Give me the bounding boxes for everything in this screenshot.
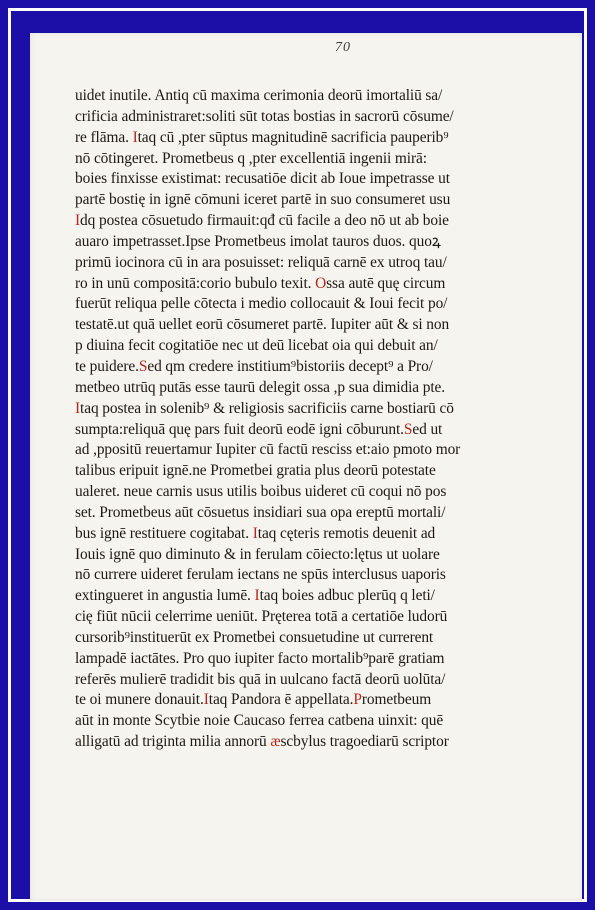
rubricated-initial: O	[315, 274, 327, 292]
text-line: uidet inutile. Antiq cū maxima cerimonia deorū imortaliū sa/	[75, 87, 443, 104]
text-line: Iouis ignē quo diminuto & in ferulam cōiecto:lętus ut uolare	[75, 545, 440, 563]
rubricated-initial: æ	[270, 733, 281, 751]
text-line: set. Prometbeus aūt cōsuetus insidiari sua opa ereptū mortali/	[75, 503, 446, 521]
text-line: Itaq postea in solenib⁹ & religiosis sacrificiis carne bostiarū cō	[75, 399, 454, 417]
text-line: ualeret. neue carnis usus utilis boibus uideret cū coqui nō pos	[75, 483, 447, 501]
text-line: p diuina fecit cogitatiōe nec ut deū licebat oia qui debuit an/	[75, 337, 438, 355]
text-line: lampadē iactātes. Pro quo iupiter facto mortalib⁹parē gratiam	[75, 649, 445, 667]
folio-number: 70	[335, 40, 351, 55]
text-line: nō cōtingeret. Prometbeus q ,pter excellentiā ingenii mirā:	[75, 149, 427, 167]
text-line: primū iocinora cū in ara posuisset: reliquā carnē ex utroq tau/	[75, 253, 447, 271]
text-line: te puidere.Sed qm credere institium⁹bistoriis decept⁹ a Pro/	[75, 357, 433, 375]
text-line: testatē.ut quā uellet eorū cōsumeret partē. Iupiter aūt & si non	[75, 316, 450, 334]
text-line: alligatū ad triginta milia annorū æscbylus tragoediarū scriptor	[75, 733, 449, 751]
rubricated-initial: S	[138, 357, 148, 375]
text-line: Idq postea cōsuetudo firmauit:qđ cū facile a deo nō ut ab boie	[75, 212, 449, 230]
text-line: auaro impetrasset.Ipse Prometbeus imolat tauros duos. quoꝝ	[75, 232, 441, 250]
text-line: talibus eripuit ignē.ne Prometbei gratia plus deorū potestate	[75, 462, 436, 480]
text-line: sumpta:reliquā quę pars fuit deorū eodē igni cōburunt.Sed ut	[75, 420, 443, 438]
text-line: ad ,ppositū reuertamur Iupiter cū factū resciss et:aio pmoto mor	[75, 441, 461, 459]
manuscript-page	[30, 33, 582, 901]
text-line: boies finxisse existimat: recusatiōe dicit ab Ioue impetrasse ut	[75, 170, 450, 188]
text-line: partē bostię in ignē cōmuni iceret partē in suo consumeret usu	[75, 191, 451, 209]
rubricated-initial: I	[75, 212, 81, 230]
rubricated-initial: I	[203, 691, 209, 709]
rubricated-initial: P	[353, 691, 362, 709]
text-block	[75, 86, 572, 753]
text-line: nō currere uideret ferulam iectans ne spūs interclusus uaporis	[75, 566, 446, 584]
text-line: referēs mulierē tradidit bis quā in uulcano factā deorū uolūta/	[75, 670, 446, 688]
text-line: ro in unū compositā:corio bubulo texit. Ossa autē quę circum	[75, 274, 446, 292]
text-line: extingueret in angustia lumē. Itaq boies adbuc plerūq q leti/	[75, 587, 435, 605]
rubricated-initial: I	[254, 587, 260, 605]
text-line: crificia administraret:soliti sūt totas bostias in sacrorū cōsume/	[75, 107, 454, 125]
text-line: te oi munere donauit.Itaq Pandora ē appellata.Prometbeum	[75, 691, 432, 709]
rubricated-initial: I	[252, 524, 258, 542]
text-line: aūt in monte Scytbie noie Caucaso ferrea catbena uinxit: quē	[75, 712, 444, 730]
rubricated-initial: I	[132, 128, 138, 146]
text-line: cursorib⁹instituerūt ex Prometbei consuetudine ut currerent	[75, 628, 434, 646]
text-line: cię fiūt nūcii celerrime ueniūt. Pręterea totā a certatiōe ludorū	[75, 608, 448, 626]
text-line: metbeo utrūq putās esse taurū delegit ossa ,p sua dimidia pte.	[75, 378, 446, 396]
text-line: re flāma. Itaq cū ,pter sūptus magnitudinē sacrificia pauperib⁹	[75, 128, 449, 146]
page-frame	[8, 8, 587, 902]
rubricated-initial: S	[403, 420, 413, 438]
rubricated-initial: I	[75, 399, 81, 417]
text-line: bus ignē restituere cogitabat. Itaq cęteris remotis deuenit ad	[75, 524, 436, 542]
text-line: fuerūt reliqua pelle cōtecta i medio collocauit & Ioui fecit po/	[75, 295, 448, 313]
